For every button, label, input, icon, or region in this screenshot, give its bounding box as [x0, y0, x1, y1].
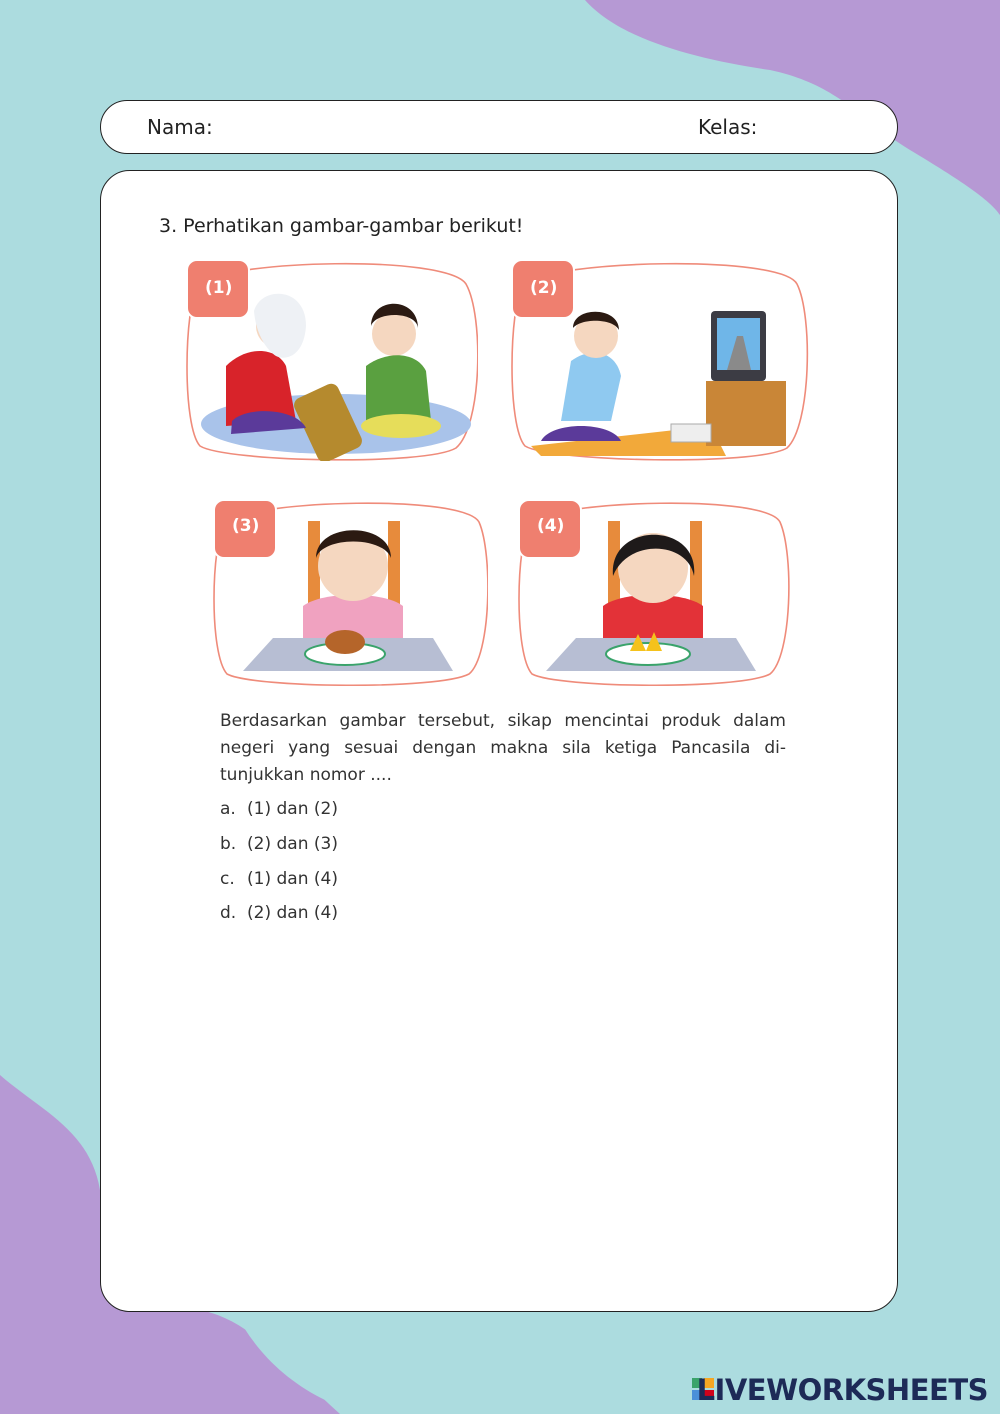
- panel-badge-1: (1): [205, 278, 233, 298]
- header-box: [100, 100, 898, 154]
- option-key: c.: [220, 869, 235, 889]
- panel-badge-4: (4): [537, 516, 565, 536]
- picture-panel-1: [186, 256, 478, 461]
- option-a[interactable]: [220, 799, 338, 819]
- option-b[interactable]: [220, 834, 338, 854]
- option-key: a.: [220, 799, 236, 819]
- brand-wordmark[interactable]: LIVEWORKSHEETS: [696, 1373, 988, 1407]
- option-d[interactable]: [220, 903, 338, 923]
- option-c[interactable]: [220, 869, 338, 889]
- option-text: (2) dan (4): [247, 903, 338, 923]
- panel-badge-3: (3): [232, 516, 260, 536]
- option-text: (1) dan (4): [247, 869, 338, 889]
- name-label: Nama:: [147, 115, 213, 139]
- option-key: b.: [220, 834, 237, 854]
- picture-panel-3: [213, 496, 488, 686]
- option-key: d.: [220, 903, 237, 923]
- option-text: (2) dan (3): [247, 834, 338, 854]
- picture-panel-2: [511, 256, 809, 461]
- class-label: Kelas:: [698, 115, 758, 139]
- question-text: Berdasarkan gambar tersebut, sikap mencintai produk dalam negeri yang sesuai dengan makna sila ketiga Pancasila ditunjukkan nomor ....: [220, 711, 786, 785]
- picture-panel-4: [518, 496, 790, 686]
- option-text: (1) dan (2): [247, 799, 338, 819]
- question-title: 3. Perhatikan gambar-gambar berikut!: [159, 215, 524, 237]
- panel-badge-2: (2): [530, 278, 558, 298]
- worksheet-card: [100, 170, 898, 1312]
